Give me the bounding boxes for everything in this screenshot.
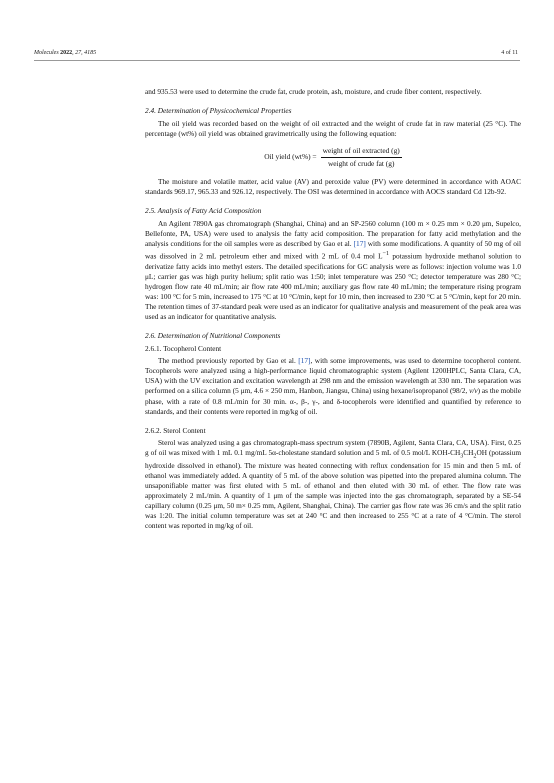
subscript: 3	[460, 453, 464, 460]
text-run: The method previously reported by Gao et al.	[158, 356, 299, 366]
superscript: −1	[382, 251, 390, 258]
section-heading-2-4: 2.4. Determination of Physicochemical Properties	[145, 106, 292, 116]
volume-article: , 27, 4185	[72, 50, 97, 56]
text-run: CH	[463, 447, 474, 457]
italic-text: v/v	[469, 386, 478, 396]
equation-denominator: weight of crude fat (g)	[327, 158, 395, 168]
section-heading-2-5: 2.5. Analysis of Fatty Acid Composition	[145, 206, 262, 216]
subscript: 2	[473, 453, 477, 460]
intro-paragraph: and 935.53 were used to determine the crude fat, crude protein, ash, moisture, and crude fiber content, respectively.	[145, 87, 482, 96]
paragraph: The oil yield was recorded based on the weight of oil extracted and the weight of crude fat in raw material (25 °C). The percentage (wt%) oil yield was obtained gravimetrically using the following equation:	[145, 119, 521, 139]
paragraph	[145, 438, 521, 532]
text-run: An Agilent 7890A gas chromatograph (Shanghai, China) and an SP-2560 column (100 m × 0.25 mm × 0.20 μm, Supelco, Bellefonte, PA, USA) were used to analysis the fatty acid composition. The preparation for fatty acid methylation and the analysis conditions for the oil samples were as described by Gao et al.	[145, 219, 521, 249]
section-heading-2-6: 2.6. Determination of Nutritional Components	[145, 331, 281, 341]
journal-year: 2022	[60, 50, 73, 56]
text-run: Sterol was analyzed using a gas chromatograph-mass spectrum system (7890B, Agilent, Santa Clara, CA, USA). First, 0.25 g of oil was mixed with 1 mL 0.1 mg/mL 5α-cholestane standard solution and 5 mL of 0.5 mol/L KOH-CH	[145, 437, 521, 457]
citation-link[interactable]: [17]	[298, 356, 311, 366]
subsection-heading-2-6-2: 2.6.2. Sterol Content	[145, 425, 206, 435]
text-run: OH (potassium hydroxide dissolved in ethanol). The mixture was heated connecting with reflux condensation for 15 min and then 5 mL of ethanol was immediately added. A quantity of 5 mL of the above solution was pipetted into the prepared alumina column. The unsaponifiable matter was first eluted with 5 mL of ethanol and then eluted with 30 mL of ether. The flow rate was approximately 2 mL/min. A quantity of 1 μm of the sample was injected into the gas chromatograph, separated by a SE-54 capillary column (0.25 μm, 50 m× 0.25 mm, Agilent, Shanghai, China). The carrier gas flow rate was 36 cm/s and the split ratio was 1:20. The initial column temperature was set at 240 °C and then increased to 255 °C at a rate of 4 °C/min. The sterol content was reported in mg/kg of oil.	[145, 447, 521, 531]
text-run: potassium hydroxide methanol solution to derivatize fatty acids into methyl esters. The detailed specifications for GC analysis were as follows: injection volume was 1.0 μL; carrier gas was high purity helium; split ratio was 1:50; inlet temperature was 250 °C; detector temperature was 280 °C; hydrogen flow rate 40 mL/min; air flow rate 400 mL/min; auxiliary gas flow rate 40 mL/min; the temperature rising program was: 100 °C for 5 min, increased to 175 °C at 10 °C/min, kept for 10 min, then increased to 230 °C at 5 °C/min, kept for 20 min. The retention times of 37-standard peak were used as an indicator for qualitative analysis and measurement of the peak area was used as an indicator for quantitative analysis.	[145, 251, 521, 322]
page-number: 4 of 11	[501, 50, 518, 56]
body-text	[145, 87, 521, 532]
citation-link[interactable]: [17]	[353, 239, 366, 249]
equation-numerator: weight of oil extracted (g)	[321, 146, 402, 158]
subsection-heading-2-6-1: 2.6.1. Tocopherol Content	[145, 344, 222, 354]
paragraph	[145, 356, 521, 416]
oil-yield-equation	[145, 140, 521, 174]
text-run: , with some improvements, was used to determine tocopherol content. Tocopherols were analyzed using a high-performance liquid chromatographic system (Agilent 1200HPLC, Santa Clara, CA, USA) with the UV excitation and excitation wavelength at 298 nm and the emission wavelength at 330 nm. The separation was performed on a silica column (5 μm, 4.6 × 250 mm, Hanbon, Jiangsu, China) using hexane/isopropanol (98/2,	[145, 356, 521, 396]
text-run: with some modifications. A quantity of 50 mg of oil was dissolved in 2 mL petroleum ether and mixed with 2 mL of 0.4 mol L	[145, 239, 521, 261]
equation-fraction	[321, 146, 402, 169]
running-header	[34, 50, 96, 56]
journal-name: Molecules	[34, 50, 59, 56]
header-rule	[34, 60, 520, 61]
equation-lhs: Oil yield (wt%) =	[264, 152, 317, 162]
paragraph	[145, 219, 521, 322]
text-run: ) as the mobile phase, with a rate of 0.8 mL/min for 30 min. α-, β-, γ-, and δ-tocopherols were identified and quantified by reference to standards, and their contents were reported in mg/kg of oil.	[145, 386, 521, 416]
paragraph: The moisture and volatile matter, acid value (AV) and peroxide value (PV) were determined in accordance with AOAC standards 969.17, 965.33 and 926.12, respectively. The OSI was determined in accordance with AOCS standard Cd 12b-92.	[145, 177, 521, 197]
